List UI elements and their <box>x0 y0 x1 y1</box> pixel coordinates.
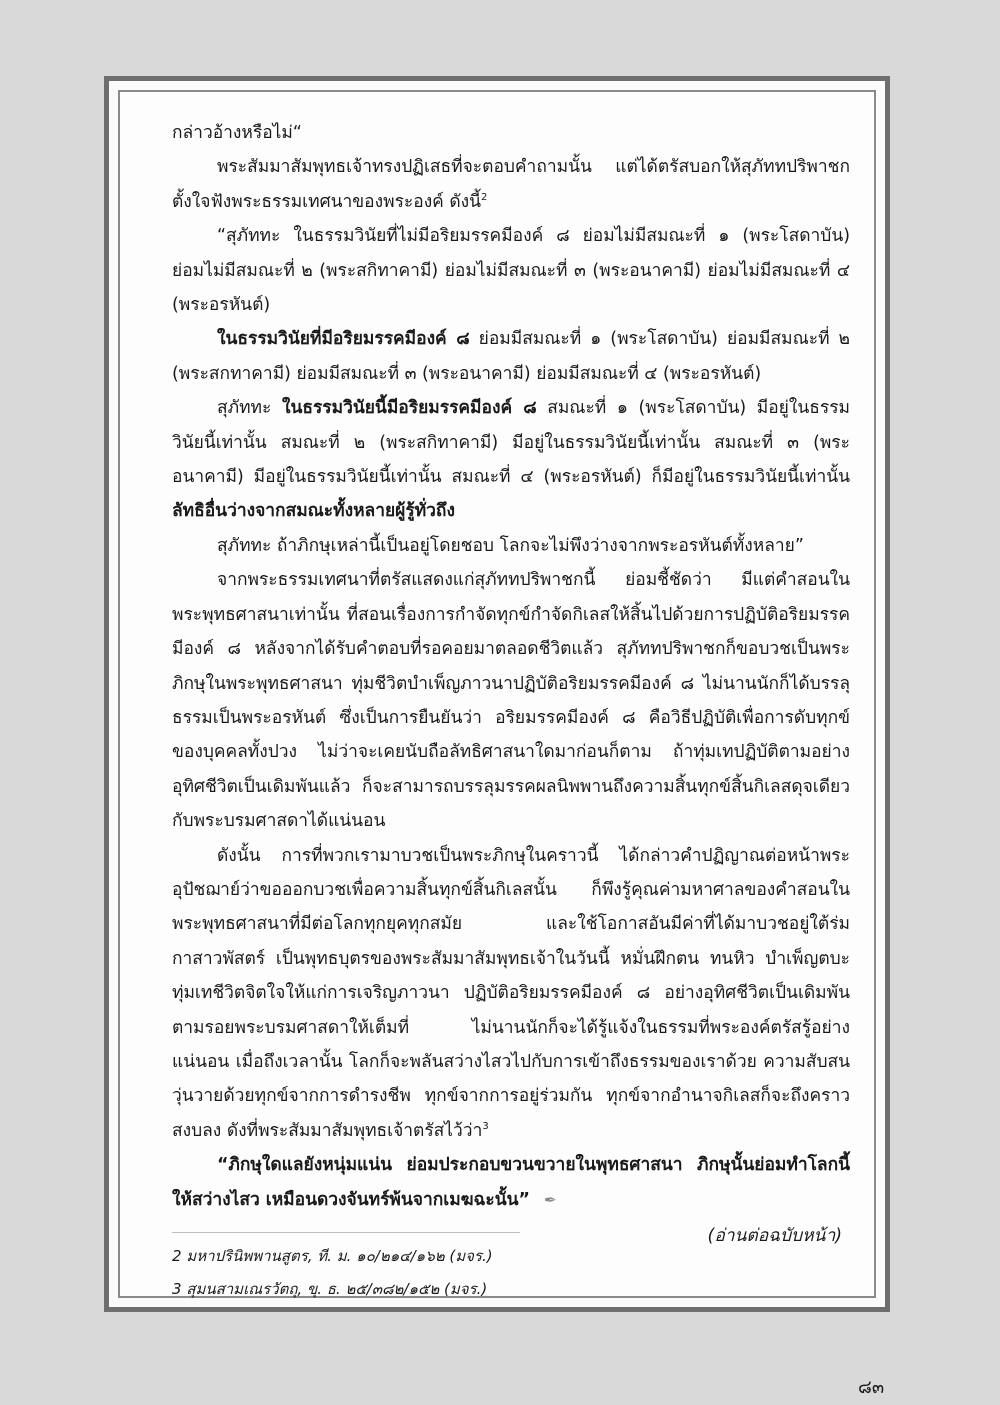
footnote-2: 2 มหาปรินิพพานสูตร, ที. ม. ๑๐/๒๑๔/๑๖๒ (มจร.) <box>172 1247 493 1265</box>
continued-note: (อ่านต่อฉบับหน้า) <box>707 1226 842 1246</box>
footnote-divider <box>172 1232 520 1233</box>
paragraph-5-b: สมณะที่ ๑ (พระโสดาบัน) มีอยู่ในธรรมวินัยนี้เท่านั้น สมณะที่ ๒ (พระสกิทาคามี) มีอยู่ในธรรมวินัยนี้เท่านั้น สมณะที่ ๓ (พระอนาคามี) มีอยู่ในธรรมวินัยนี้เท่านั้น สมณะที่ ๔ (พระอรหันต์) ก็มีอยู่ในธรรมวินัยนี้เท่านั้น <box>172 398 850 488</box>
article-body <box>172 116 850 1253</box>
quote-paragraph <box>172 1148 850 1217</box>
paragraph-4-bold: ในธรรมวินัยที่มีอริยมรรคมีองค์ ๘ <box>217 329 470 350</box>
footnotes <box>172 1240 832 1306</box>
paragraph-5-bold-2: ลัทธิอื่นว่างจากสมณะทั้งหลายผู้รู้ทั่วถึง <box>172 501 455 522</box>
paragraph-7: จากพระธรรมเทศนาที่ตรัสแสดงแก่สุภัททปริพาชกนี้ ย่อมชี้ชัดว่า มีแต่คำสอนในพระพุทธศาสนาเท่านั้น ที่สอนเรื่องการกำจัดทุกข์กำจัดกิเลสให้สิ้นไปด้วยการปฏิบัติอริยมรรคมีองค์ ๘ หลังจากได้รับคำตอบที่รอคอยมาตลอดชีวิตแล้ว สุภัททปริพาชกก็ขอบวชเป็นพระภิกษุในพระพุทธศาสนา ทุ่มชีวิตบำเพ็ญภาวนาปฏิบัติอริยมรรคมีองค์ ๘ ไม่นานนักก็ได้บรรลุธรรมเป็นพระอรหันต์ ซึ่งเป็นการยืนยันว่า อริยมรรคมีองค์ ๘ คือวิธีปฏิบัติเพื่อการดับทุกข์ของบุคคลทั้งปวง ไม่ว่าจะเคยนับถือลัทธิศาสนาใดมาก่อนก็ตาม ถ้าทุ่มเทปฏิบัติตามอย่างอุทิศชีวิตเป็นเดิมพันแล้ว ก็จะสามารถบรรลุมรรคผลนิพพานถึงความสิ้นทุกข์สิ้นกิเลสดุจเดียวกับพระบรมศาสดาได้แน่นอน <box>172 570 850 832</box>
paragraph-4 <box>172 322 850 391</box>
footnote-ref-2: 2 <box>481 192 488 204</box>
paragraph-6: สุภัททะ ถ้าภิกษุเหล่านี้เป็นอยู่โดยชอบ โลกจะไม่พึงว่างจากพระอรหันต์ทั้งหลาย” <box>217 535 804 556</box>
feather-icon: ✒ <box>543 1190 557 1209</box>
paragraph-4-text: ย่อมมีสมณะที่ ๑ (พระโสดาบัน) ย่อมมีสมณะที่ ๒ (พระสกทาคามี) ย่อมมีสมณะที่ ๓ (พระอนาคามี) ย่อมมีสมณะที่ ๔ (พระอรหันต์) <box>172 329 851 384</box>
footnote-3: 3 สุมนสามเณรวัตถุ, ขุ. ธ. ๒๕/๓๘๒/๑๕๒ (มจร.) <box>172 1280 488 1298</box>
paragraph-8 <box>172 839 850 1149</box>
paragraph-5 <box>172 391 850 529</box>
paragraph-3: “สุภัททะ ในธรรมวินัยที่ไม่มีอริยมรรคมีองค์ ๘ ย่อมไม่มีสมณะที่ ๑ (พระโสดาบัน) ย่อมไม่มีสมณะที่ ๒ (พระสกิทาคามี) ย่อมไม่มีสมณะที่ ๓ (พระอนาคามี) ย่อมไม่มีสมณะที่ ๔ (พระอรหันต์) <box>172 226 850 316</box>
paragraph-2-text: พระสัมมาสัมพุทธเจ้าทรงปฏิเสธที่จะตอบคำถามนั้น แต่ได้ตรัสบอกให้สุภัททปริพาชกตั้งใจฟังพระธรรมเทศนาของพระองค์ ดังนี้ <box>172 157 850 212</box>
paragraph-5-a: สุภัททะ <box>217 398 282 419</box>
paragraph-5-bold-1: ในธรรมวินัยนี้มีอริยมรรคมีองค์ ๘ <box>281 398 537 419</box>
paragraph-2 <box>172 150 850 219</box>
paragraph-1: กล่าวอ้างหรือไม่“ <box>172 123 302 143</box>
paragraph-8-text: ดังนั้น การที่พวกเรามาบวชเป็นพระภิกษุในคราวนี้ ได้กล่าวคำปฏิญาณต่อหน้าพระอุปัชฌาย์ว่าขอออกบวชเพื่อความสิ้นทุกข์สิ้นกิเลสนั้น ก็พึงรู้คุณค่ามหาศาลของคำสอนในพระพุทธศาสนาที่มีต่อโลกทุกยุคทุกสมัย และใช้โอกาสอันมีค่าที่ได้มาบวชอยู่ใต้ร่มกาสาวพัสตร์ เป็นพุทธบุตรของพระสัมมาสัมพุทธเจ้าในวันนี้ หมั่นฝึกตน ทนหิว บำเพ็ญตบะ ทุ่มเทชีวิตจิตใจให้แก่การเจริญภาวนา ปฏิบัติอริยมรรคมีองค์ ๘ อย่างอุทิศชีวิตเป็นเดิมพัน ตามรอยพระบรมศาสดาให้เต็มที่ ไม่นานนักก็จะได้รู้แจ้งในธรรมที่พระองค์ตรัสรู้อย่างแน่นอน เมื่อถึงเวลานั้น โลกก็จะพลันสว่างไสวไปกับการเข้าถึงธรรมของเราด้วย ความสับสนวุ่นวายด้วยทุกข์จากการดำรงชีพ ทุกข์จากการอยู่ร่วมกัน ทุกข์จากอำนาจกิเลสก็จะถึงคราวสงบลง ดังที่พระสัมมาสัมพุทธเจ้าตรัสไว้ว่า <box>172 845 850 1141</box>
footnote-ref-3: 3 <box>482 1120 489 1132</box>
quote-text: “ภิกษุใดแลยังหนุ่มแน่น ย่อมประกอบขวนขวายในพุทธศาสนา ภิกษุนั้นย่อมทำโลกนี้ให้สว่างไสว เหมือนดวงจันทร์พ้นจากเมฆฉะนั้น” <box>172 1155 850 1210</box>
page-number: ๘๓ <box>858 1377 885 1398</box>
